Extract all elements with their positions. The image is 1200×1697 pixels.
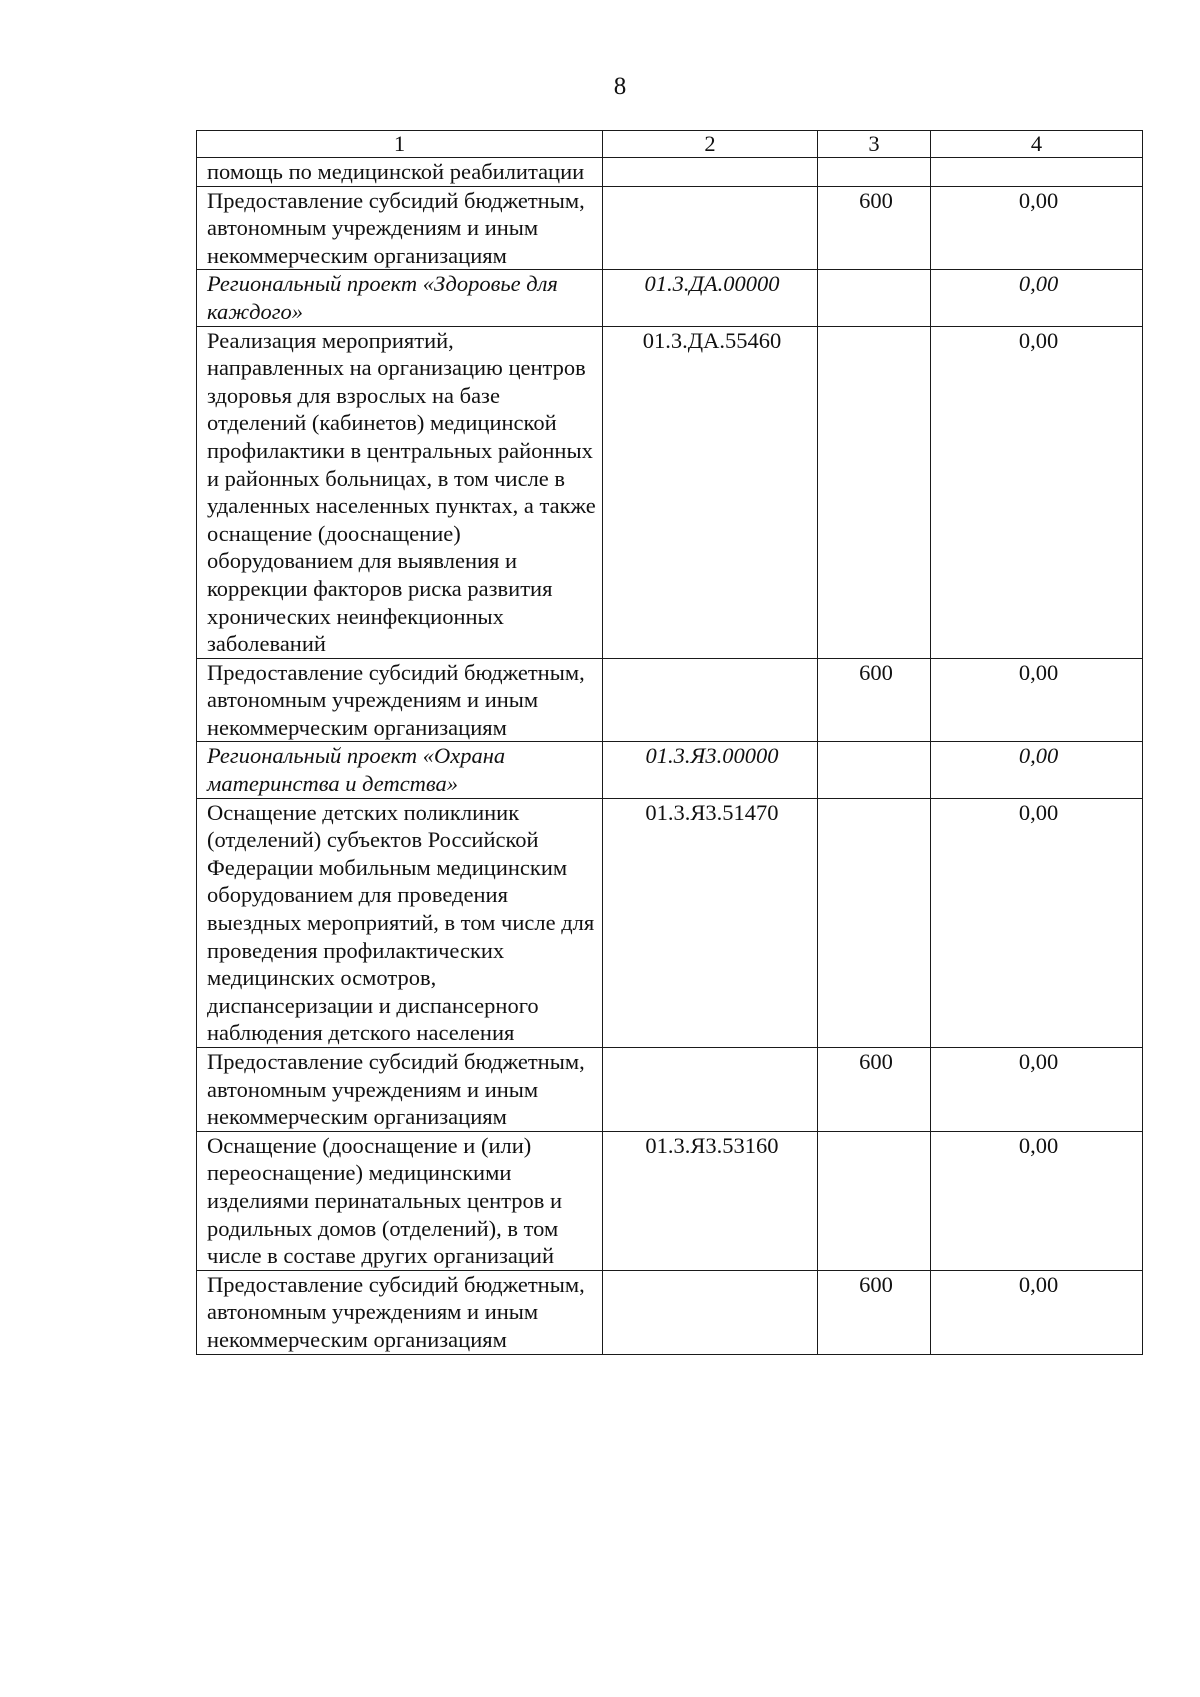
row-expense-type-cell: 600: [818, 1048, 931, 1132]
page-number: 8: [613, 73, 627, 100]
row-amount-cell: 0,00: [931, 326, 1143, 658]
row-name-cell: помощь по медицинской реабилитации: [197, 158, 603, 187]
row-name-cell: Оснащение детских поликлиник (отделений) субъектов Российской Федерации мобильным медицинским оборудованием для проведения выездных мероприятий, в том числе для проведения профилактических медицинских осмотров, диспансеризации и диспансерного наблюдения детского населения: [197, 798, 603, 1047]
row-code-cell: [603, 1048, 818, 1132]
row-code-cell: 01.3.Я3.53160: [603, 1131, 818, 1270]
header-col-1: 1: [197, 131, 603, 158]
table-row: [197, 1270, 1143, 1354]
row-code-cell: [603, 1270, 818, 1354]
table-row: [197, 326, 1143, 658]
table-row: [197, 658, 1143, 742]
row-expense-type-cell: [818, 326, 931, 658]
project-row: [197, 742, 1143, 798]
budget-table: [196, 130, 1143, 1355]
header-row: [197, 131, 1143, 158]
row-name-cell: Региональный проект «Здоровье для каждого»: [197, 270, 603, 326]
row-code-cell: 01.3.Я3.00000: [603, 742, 818, 798]
header-col-4: 4: [931, 131, 1143, 158]
row-amount-cell: 0,00: [931, 1131, 1143, 1270]
row-amount-cell: 0,00: [931, 186, 1143, 270]
table-header: [197, 131, 1143, 158]
project-row: [197, 270, 1143, 326]
row-name-cell: Предоставление субсидий бюджетным, автономным учреждениям и иным некоммерческим организациям: [197, 658, 603, 742]
row-name-cell: Региональный проект «Охрана материнства и детства»: [197, 742, 603, 798]
row-name-cell: Реализация мероприятий, направленных на организацию центров здоровья для взрослых на базе отделений (кабинетов) медицинской профилактики в центральных районных и районных больницах, в том числе в удаленных населенных пунктах, а также оснащение (дооснащение) оборудованием для выявления и коррекции факторов риска развития хронических неинфекционных заболеваний: [197, 326, 603, 658]
row-name-cell: Предоставление субсидий бюджетным, автономным учреждениям и иным некоммерческим организациям: [197, 1270, 603, 1354]
row-expense-type-cell: [818, 742, 931, 798]
table-row: [197, 186, 1143, 270]
row-name-cell: Предоставление субсидий бюджетным, автономным учреждениям и иным некоммерческим организациям: [197, 186, 603, 270]
row-amount-cell: 0,00: [931, 742, 1143, 798]
row-code-cell: 01.3.Я3.51470: [603, 798, 818, 1047]
row-amount-cell: 0,00: [931, 1048, 1143, 1132]
row-expense-type-cell: [818, 1131, 931, 1270]
table-body: [197, 158, 1143, 1355]
row-amount-cell: [931, 158, 1143, 187]
row-code-cell: [603, 158, 818, 187]
row-amount-cell: 0,00: [931, 798, 1143, 1047]
table-row: [197, 158, 1143, 187]
row-expense-type-cell: 600: [818, 186, 931, 270]
row-amount-cell: 0,00: [931, 270, 1143, 326]
row-code-cell: [603, 186, 818, 270]
row-name-cell: Оснащение (дооснащение и (или) переоснащение) медицинскими изделиями перинатальных центров и родильных домов (отделений), в том числе в составе других организаций: [197, 1131, 603, 1270]
row-amount-cell: 0,00: [931, 658, 1143, 742]
row-expense-type-cell: [818, 158, 931, 187]
header-col-3: 3: [818, 131, 931, 158]
row-expense-type-cell: [818, 270, 931, 326]
row-expense-type-cell: 600: [818, 1270, 931, 1354]
row-code-cell: 01.3.ДА.55460: [603, 326, 818, 658]
table-row: [197, 1131, 1143, 1270]
row-name-cell: Предоставление субсидий бюджетным, автономным учреждениям и иным некоммерческим организациям: [197, 1048, 603, 1132]
row-expense-type-cell: [818, 798, 931, 1047]
header-col-2: 2: [603, 131, 818, 158]
table-row: [197, 798, 1143, 1047]
row-code-cell: 01.3.ДА.00000: [603, 270, 818, 326]
row-code-cell: [603, 658, 818, 742]
row-amount-cell: 0,00: [931, 1270, 1143, 1354]
table-row: [197, 1048, 1143, 1132]
row-expense-type-cell: 600: [818, 658, 931, 742]
